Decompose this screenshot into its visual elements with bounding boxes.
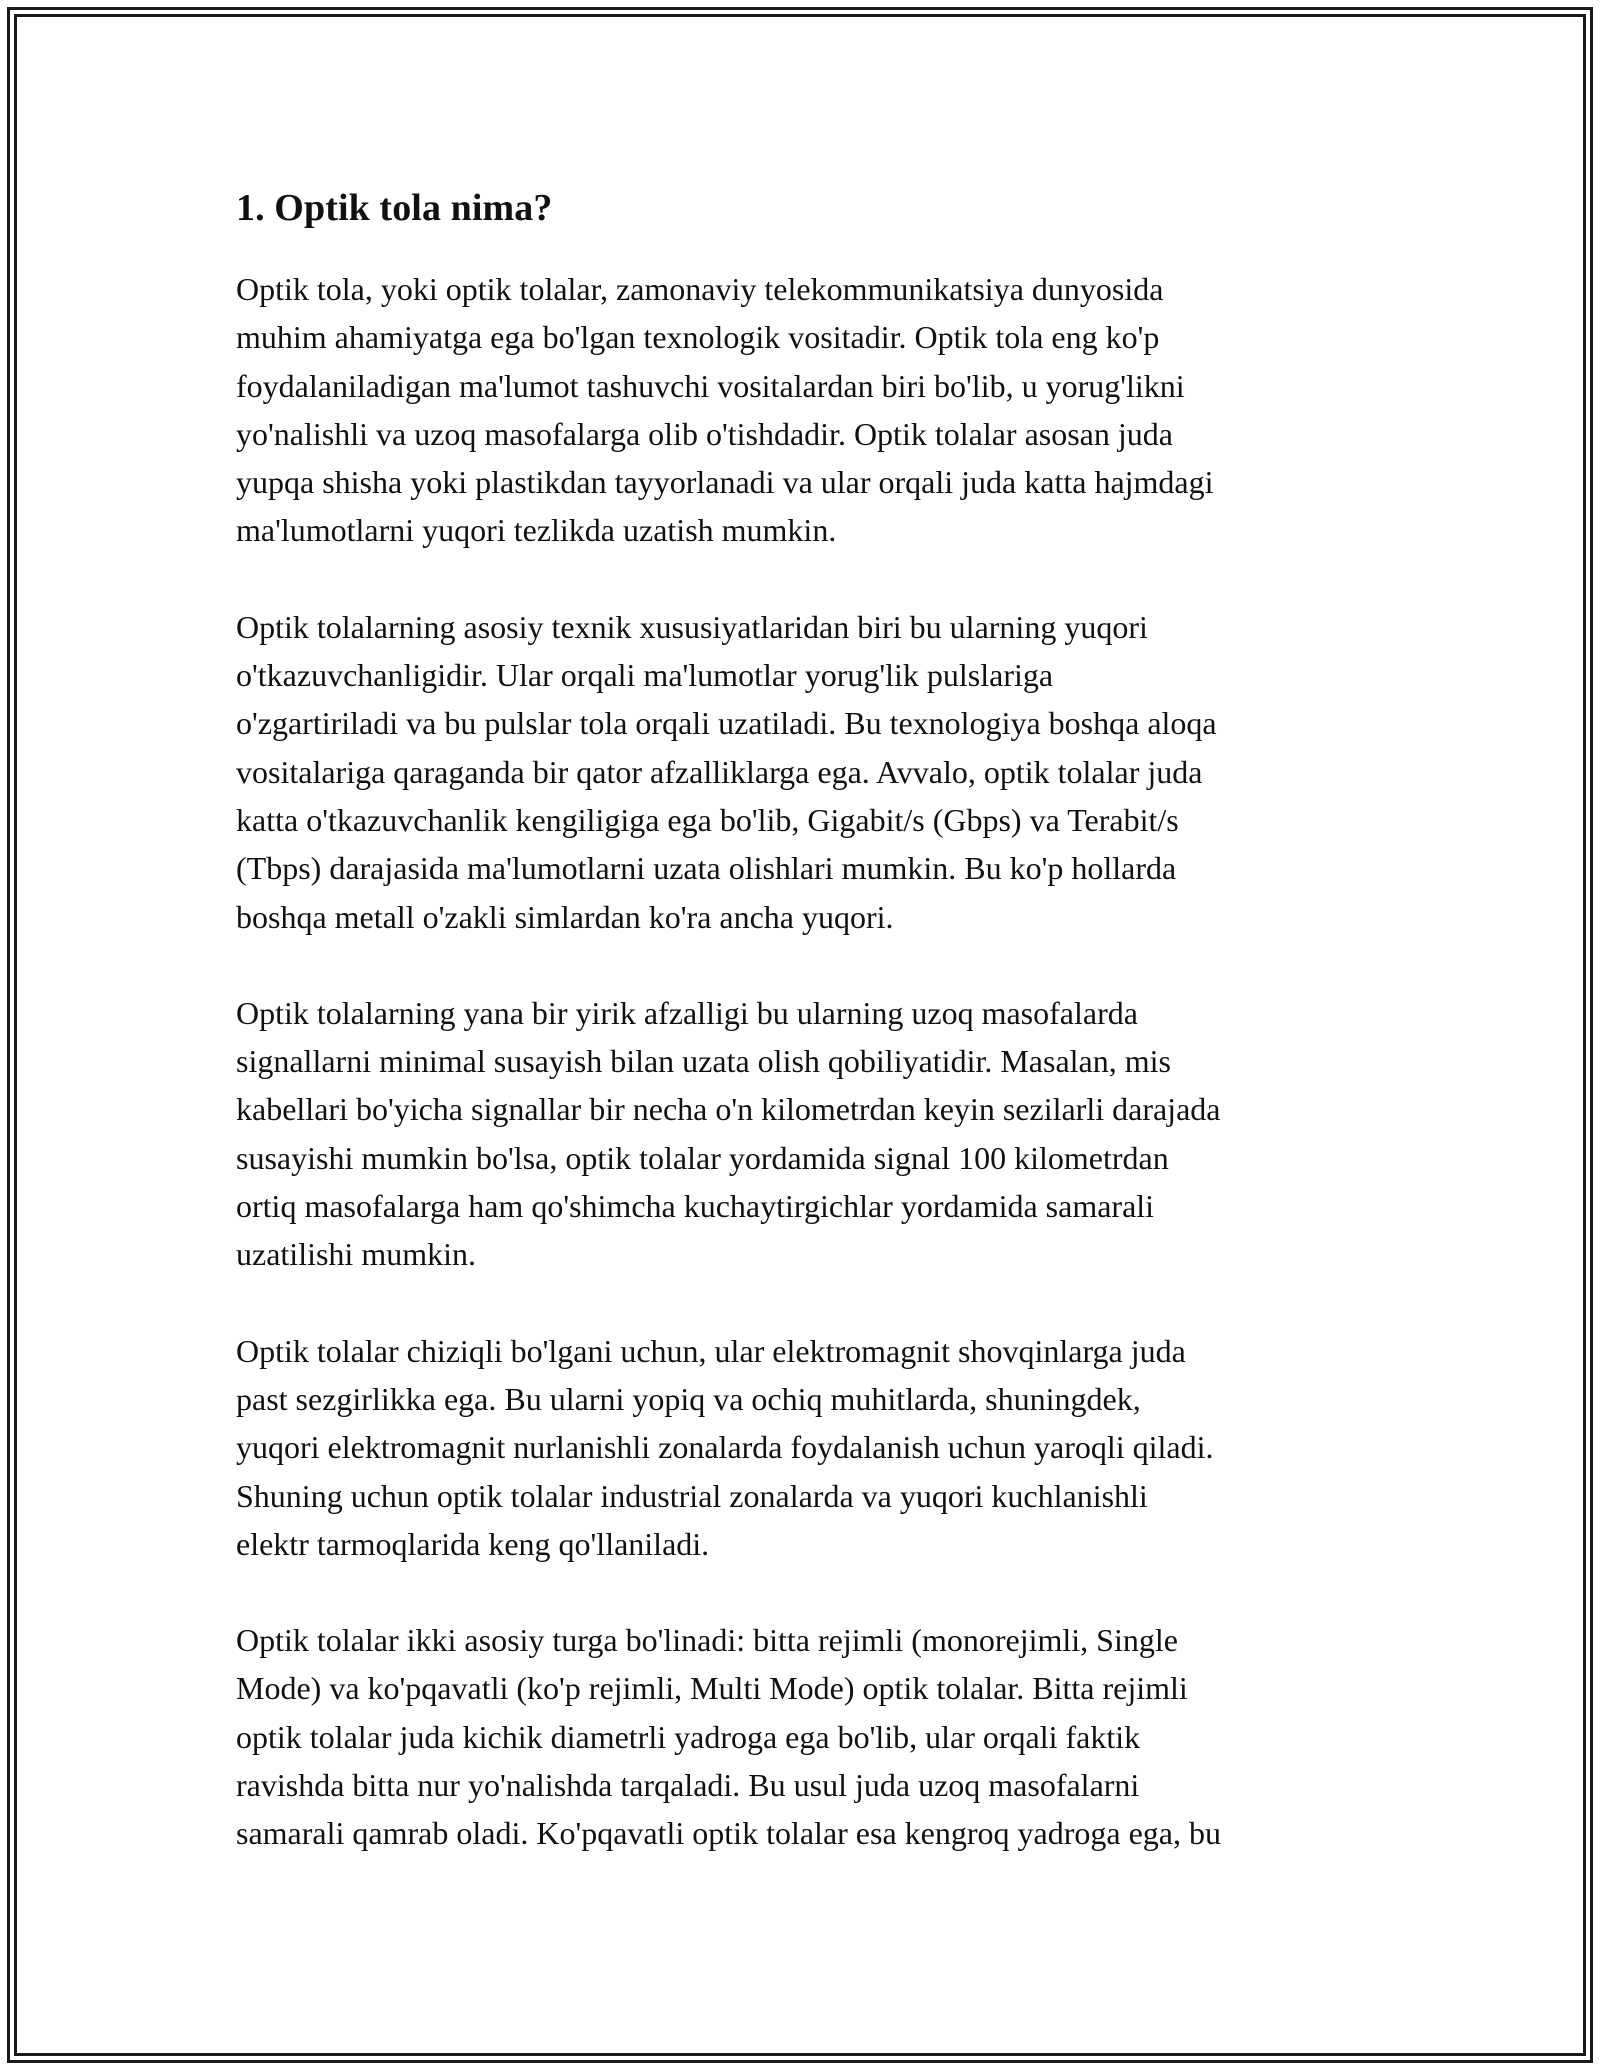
section-heading: 1. Optik tola nima? xyxy=(236,187,553,229)
paragraph-distance: Optik tolalarning yana bir yirik afzalligi bu ularning uzoq masofalarda signallarni minimal susayish bilan uzata olish qobiliyatidir. Masalan, mis kabellari bo'yicha signallar bir necha o'n kilometrdan keyin sezilarli darajada susayishi mumkin bo'lsa, optik tolalar yordamida signal 100 kilometrdan ortiq masofalarga ham qo'shimcha kuchaytirgichlar yordamida samarali uzatilishi mumkin. xyxy=(236,994,1221,1273)
paragraph-throughput: Optik tolalarning asosiy texnik xususiyatlaridan biri bu ularning yuqori o'tkazuvchanligidir. Ular orqali ma'lumotlar yorug'lik pulslariga o'zgartiriladi va bu pulslar tola orqali uzatiladi. Bu texnologiya boshqa aloqa vositalariga qaraganda bir qator afzalliklarga ega. Avvalo, optik tolalar juda katta o'tkazuvchanlik kengiligiga ega bo'lib, Gigabit/s (Gbps) va Terabit/s (Tbps) darajasida ma'lumotlarni uzata olishlari mumkin. Bu ko'p hollarda boshqa metall o'zakli simlardan ko'ra ancha yuqori. xyxy=(236,608,1217,935)
paragraph-interference: Optik tolalar chiziqli bo'lgani uchun, ular elektromagnit shovqinlarga juda past sezgirlikka ega. Bu ularni yopiq va ochiq muhitlarda, shuningdek, yuqori elektromagnit nurlanishli zonalarda foydalanish uchun yaroqli qiladi. Shuning uchun optik tolalar industrial zonalarda va yuqori kuchlanishli elektr tarmoqlarida keng qo'llaniladi. xyxy=(236,1332,1214,1562)
paragraph-intro: Optik tola, yoki optik tolalar, zamonaviy telekommunikatsiya dunyosida muhim ahamiyatga ega bo'lgan texnologik vositadir. Optik tola eng ko'p foydalaniladigan ma'lumot tashuvchi vositalardan biri bo'lib, u yorug'likni yo'nalishli va uzoq masofalarga olib o'tishdadir. Optik tolalar asosan juda yupqa shisha yoki plastikdan tayyorlanadi va ular orqali juda katta hajmdagi ma'lumotlarni yuqori tezlikda uzatish mumkin. xyxy=(236,271,1214,549)
paragraph-fiber-types: Optik tolalar ikki asosiy turga bo'linadi: bitta rejimli (monorejimli, Single Mode) va ko'pqavatli (ko'p rejimli, Multi Mode) optik tolalar. Bitta rejimli optik tolalar juda kichik diametrli yadroga ega bo'lib, ular orqali faktik ravishda bitta nur yo'nalishda tarqaladi. Bu usul juda uzoq masofalarni samarali qamrab oladi. Ko'pqavatli optik tolalar esa kengroq yadroga ega, bu xyxy=(236,1622,1221,1852)
document-body xyxy=(236,186,1386,1858)
